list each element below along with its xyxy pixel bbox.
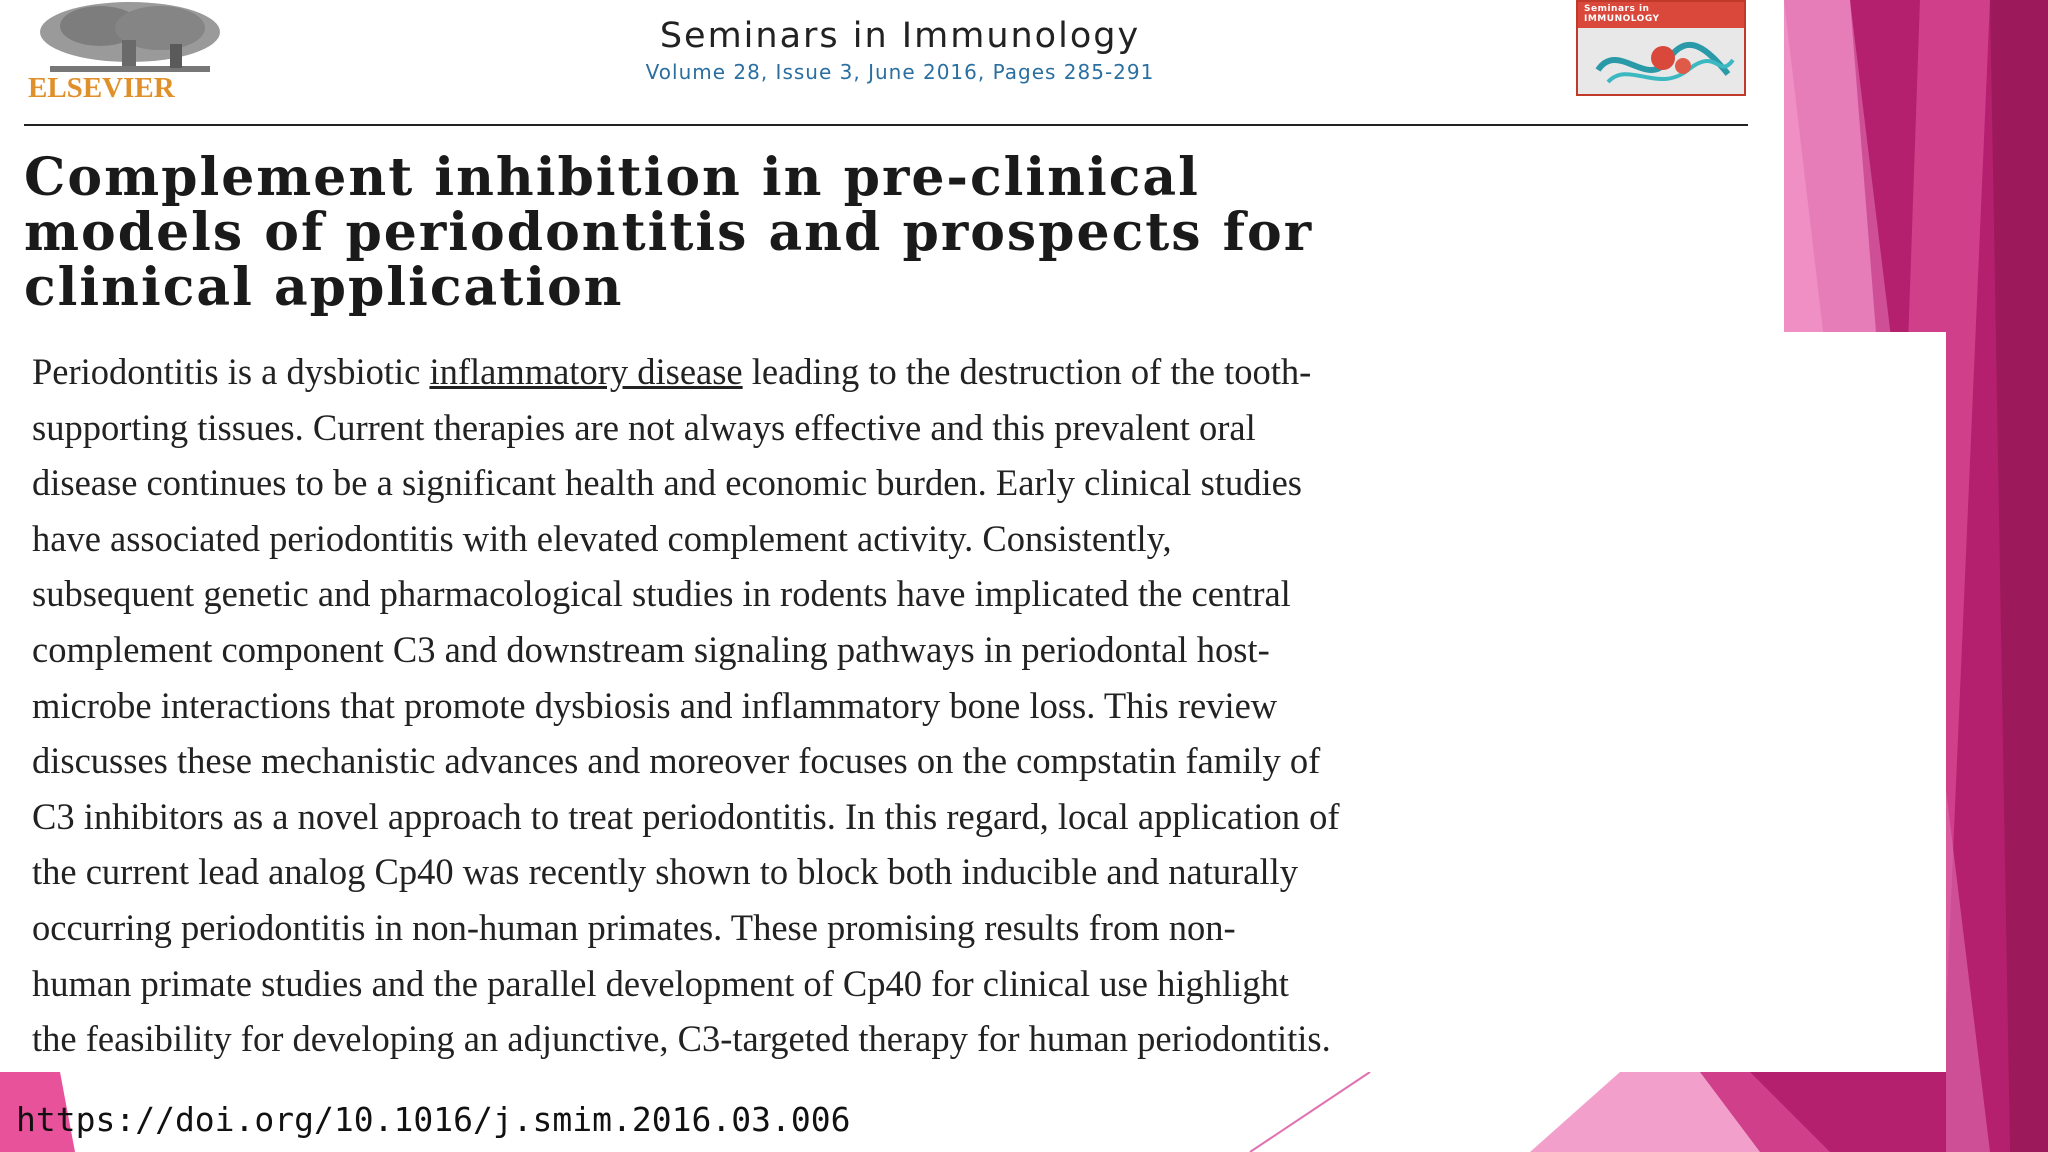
- abstract-line: [32, 344, 1932, 400]
- elsevier-logo: [22, 0, 232, 104]
- abstract-text: [32, 344, 1932, 1067]
- abstract-line: discusses these mechanistic advances and moreover focuses on the compstatin family of: [32, 740, 1321, 782]
- abstract-line: the current lead analog Cp40 was recently shown to block both inducible and naturally: [32, 851, 1298, 893]
- doi-link[interactable]: https://doi.org/10.1016/j.smim.2016.03.006: [16, 1100, 851, 1139]
- abstract-line-rest: leading to the destruction of the tooth-: [742, 351, 1312, 392]
- cover-artwork: [1588, 30, 1738, 94]
- abstract-line: microbe interactions that promote dysbiosis and inflammatory bone loss. This review: [32, 684, 1278, 726]
- abstract-line: have associated periodontitis with elevated complement activity. Consistently,: [32, 517, 1172, 559]
- abstract-line: disease continues to be a significant health and economic burden. Early clinical studies: [32, 462, 1302, 504]
- abstract-line: subsequent genetic and pharmacological studies in rodents have implicated the central: [32, 573, 1291, 615]
- cover-title: Seminars in IMMUNOLOGY: [1584, 4, 1660, 24]
- journal-name: Seminars in Immunology: [659, 16, 1141, 56]
- abstract-line: human primate studies and the parallel development of Cp40 for clinical use highlight: [32, 962, 1289, 1004]
- abstract-line: complement component C3 and downstream signaling pathways in periodontal host-: [32, 628, 1270, 670]
- journal-cover-icon: [1576, 0, 1746, 96]
- abstract-line: supporting tissues. Current therapies are not always effective and this prevalent oral: [32, 406, 1256, 448]
- title-line: models of periodontitis and prospects for: [24, 202, 1314, 263]
- publisher-wordmark: ELSEVIER: [28, 72, 175, 104]
- title-line: Complement inhibition in pre-clinical: [24, 147, 1200, 208]
- header-divider: [24, 124, 1748, 126]
- abstract-line: the feasibility for developing an adjunctive, C3-targeted therapy for human periodontitis.: [32, 1018, 1331, 1060]
- elsevier-tree-icon: [30, 0, 230, 74]
- article-title: [24, 147, 1724, 318]
- abstract-line: occurring periodontitis in non-human primates. These promising results from non-: [32, 906, 1236, 948]
- abstract-lead: Periodontitis is a dysbiotic: [32, 351, 430, 392]
- abstract-line: C3 inhibitors as a novel approach to treat periodontitis. In this regard, local application of: [32, 795, 1340, 837]
- journal-header: [500, 16, 1300, 84]
- inflammatory-disease-link[interactable]: inflammatory disease: [429, 351, 743, 392]
- journal-volume: Volume 28, Issue 3, June 2016, Pages 285-291: [645, 60, 1155, 84]
- abstract-panel: [14, 332, 1946, 1072]
- title-line: clinical application: [24, 257, 624, 318]
